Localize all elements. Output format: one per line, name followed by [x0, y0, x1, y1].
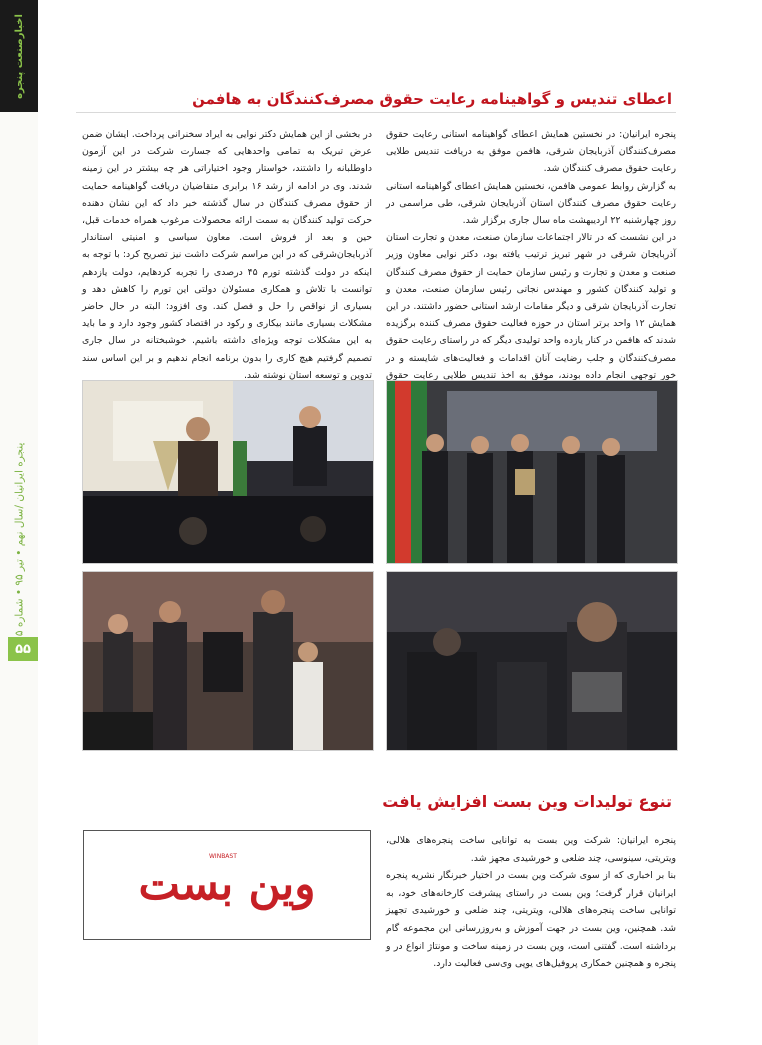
article1-para: به گزارش روابط عمومی هافمن، نخستین همایش اعطای گواهینامه استانی رعایت حقوق مصرف کنندگان استان آذربایجان شرقی، طی مراسمی در روز چهارشنبه ۲۲ اردیبهشت ماه سال جاری برگزار شد.	[386, 180, 676, 227]
winbast-logo: وین بست	[138, 859, 316, 910]
photo-press	[386, 571, 678, 751]
article1-title: اعطای تندیس و گواهینامه رعایت حقوق مصرف‌کنندگان به هافمن	[192, 90, 672, 108]
title-rule	[76, 112, 676, 113]
article2-column	[386, 832, 676, 973]
section-tab-label: اخبارصنعت پنجره	[13, 13, 25, 99]
article2-para: بنا بر اخباری که از سوی شرکت وین بست در اختیار خبرنگار نشریه پنجره ایرانیان قرار گرفت؛ وین بست در راستای پیشرفت کارخانه‌های خود، به توانایی ساخت پنجره‌های هلالی، ویتریتی، چند ضلعی و خورشیدی تجهیز شد. همچنین، وین بست در جهت آموزش و به‌روزرسانی این مجموعه گام برداشته است. گفتنی است، وین بست در زمینه ساخت و مونتاژ انواع در و پنجره و همچنین خمکاری پروفیل‌های یوپی وی‌سی فعالیت دارد.	[386, 870, 676, 970]
article2-para: پنجره ایرانیان: شرکت وین بست به توانایی ساخت پنجره‌های هلالی، ویتریتی، سینوسی، چند ضلعی و خورشیدی مجهز شد.	[386, 835, 676, 864]
logo-tagline: WINBAST	[209, 853, 237, 860]
page-number: ۵۵	[8, 637, 38, 661]
photo-speakers	[82, 380, 374, 564]
issue-line: پنجره ایرانیان /سال نهم • تیر ۹۵ • شماره	[13, 442, 26, 628]
article2-title: تنوع تولیدات وین بست افزایش یافت	[382, 792, 672, 811]
article1-right-column	[386, 126, 676, 401]
winbast-logo-box	[83, 830, 371, 940]
article1-para: در این نشست که در تالار اجتماعات سازمان صنعت، معدن و تجارت استان آذربایجان شرقی در شهر تبریز ترتیب یافته بود، دکتر نوایی معاون وزیر صنعت و معدن و تجارت و رئیس سازمان حمایت از حقوق مصرف کنندگان و تولید کنندگان کشور و مهندس نجاتی رئیس سازمان صنعت، معدن و تجارت آذربایجان شرقی و دیگر مقامات ارشد استانی حضور داشتند. در این همایش ۱۲ واحد برتر استان در حوزه فعالیت حقوق مصرف کننده برگزیده شدند که هافمن در کنار یازده واحد تولیدی دیگر که در راستای رعایت حقوق مصرف‌کنندگان و جلب رضایت آنان اقدامات و فعالیت‌های شایسته و در خور توجهی انجام داده بودند، موفق به اخذ تندیس طلایی رعایت حقوق	[386, 232, 676, 381]
photo-award-group	[386, 380, 678, 564]
photo-handshake	[82, 571, 374, 751]
article1-para: در بخشی از این همایش دکتر نوایی به ایراد سخنرانی پرداخت. ایشان ضمن عرض تبریک به تمامی واحدهایی که جسارت شرکت در این آزمون داوطلبانه را داشتند، خواستار وجود اختیاراتی هر چه بیشتر در این زمینه شدند. وی در ادامه از رشد ۱۶ برابری متقاضیان دریافت گواهینامه حمایت از حقوق مصرف کنندگان در سال گذشته خبر داد که این نشان دهنده حرکت تولید کنندگان به سمت ارائه محصولات مرغوب همراه خدمات قبل، حین و بعد از فروش است. معاون سیاسی و امنیتی استاندار آذربایجان‌شرقی که در این مراسم شرکت داشت نیز تصریح کرد: با توجه به اینکه در دولت گذشته تورم ۴۵ درصدی را تجربه کردهایم، دولت یازدهم توانست با تلاش و همکاری مسئولان دولتی این تورم را کاهش دهد و بسیاری از نواقص را حل و فصل کند. وی افزود: البته در حال حاضر مشکلات بسیاری مانند بیکاری و رکود در اقتصاد کشور وجود دارد و ما باید به این مشکلات توجه ویژه‌ای داشته باشیم. خوشبختانه در سال جاری تصمیم گرفتیم هیچ کاری را بدون برنامه انجام ندهیم و بر این اساس سند تدوین و توسعه استان نوشته شد.	[82, 129, 372, 381]
article1-para: پنجره ایرانیان: در نخستین همایش اعطای گواهینامه استانی رعایت حقوق مصرف‌کنندگان آذربایجان شرقی، هافمن موفق به دریافت تندیس طلایی رعایت حقوق مصرف کنندگان شد.	[386, 129, 676, 175]
